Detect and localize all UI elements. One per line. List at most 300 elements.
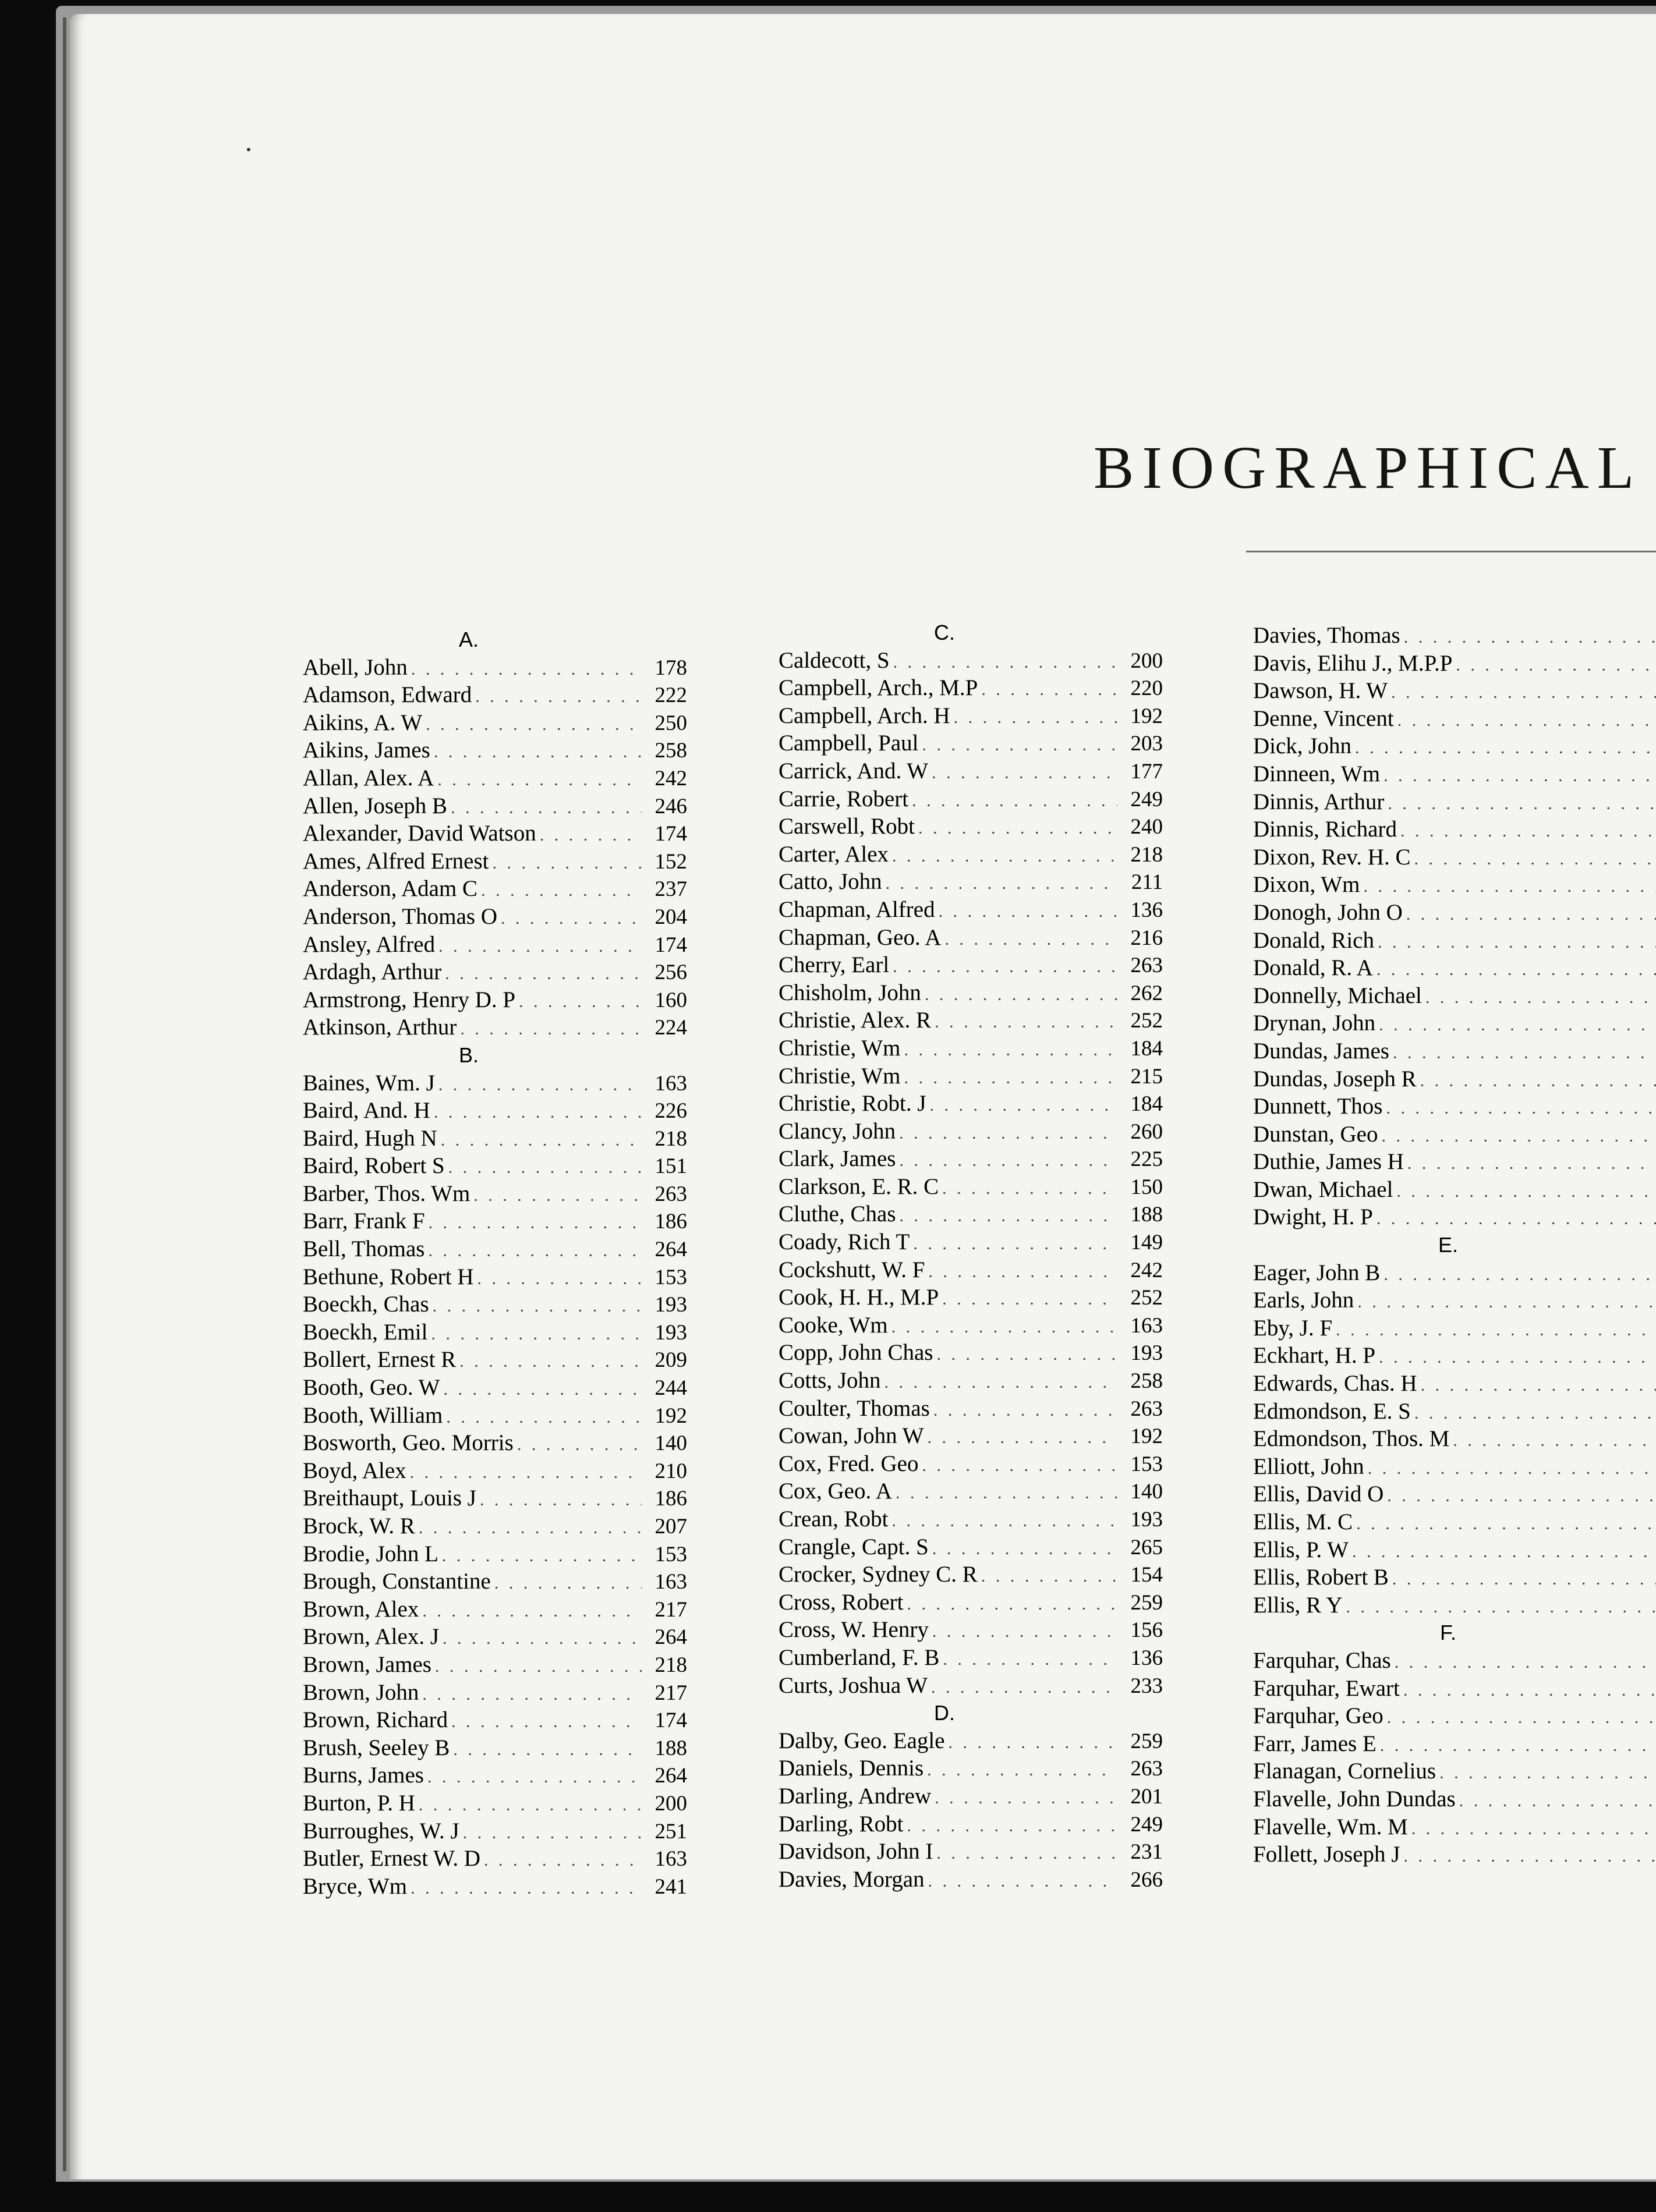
entry-name: Adamson, Edward <box>303 682 472 708</box>
section-letter: E. <box>1438 1233 1458 1257</box>
index-entry <box>303 1679 687 1707</box>
entry-name: Donnelly, Michael <box>1253 983 1422 1008</box>
dot-leader <box>1381 1122 1656 1150</box>
dot-leader <box>1421 1371 1656 1399</box>
index-entry <box>303 875 687 903</box>
entry-name: Christie, Robt. J <box>779 1091 926 1116</box>
dot-leader <box>1357 1288 1656 1316</box>
entry-page-number: 149 <box>1130 1231 1163 1255</box>
dot-leader <box>886 870 1117 898</box>
entry-name: Brough, Constantine <box>303 1569 491 1594</box>
dot-leader <box>445 960 642 988</box>
entry-name: Carswell, Robt <box>779 814 915 839</box>
index-column-3 <box>1253 622 1656 1869</box>
index-entry <box>1253 1425 1656 1453</box>
index-entry <box>303 1125 687 1153</box>
dot-leader <box>1453 1427 1656 1455</box>
dot-leader <box>1336 1316 1656 1344</box>
index-entry <box>1253 1841 1656 1869</box>
entry-name: Cluthe, Chas <box>779 1201 896 1227</box>
entry-name: Booth, Geo. W <box>303 1375 440 1401</box>
section-letter: D. <box>934 1701 955 1725</box>
index-entry <box>1253 650 1656 678</box>
entry-name: Ellis, M. C <box>1253 1509 1353 1534</box>
entry-name: Edmondson, E. S <box>1253 1398 1411 1424</box>
dot-leader <box>1404 623 1656 651</box>
dot-leader <box>925 981 1117 1009</box>
index-entry <box>303 1291 687 1318</box>
index-entry <box>779 979 1163 1007</box>
entry-name: Coulter, Thomas <box>779 1395 930 1421</box>
entry-name: Baines, Wm. J <box>303 1070 435 1096</box>
dot-leader <box>954 704 1117 732</box>
entry-page-number: 186 <box>654 1210 687 1234</box>
section-letter: A. <box>458 628 479 651</box>
index-entry <box>1253 1785 1656 1813</box>
entry-name: Farquhar, Chas <box>1253 1647 1391 1673</box>
entry-name: Eby, J. F <box>1253 1315 1333 1341</box>
index-entry <box>1253 1702 1656 1730</box>
section-letter: F. <box>1439 1621 1456 1645</box>
index-entry <box>1253 982 1656 1010</box>
entry-name: Darling, Robt <box>779 1811 904 1837</box>
index-entry <box>1253 927 1656 955</box>
section-letter: C. <box>934 621 955 644</box>
dot-leader <box>481 877 642 905</box>
index-entry <box>779 785 1163 813</box>
entry-name: Eckhart, H. P <box>1253 1343 1376 1369</box>
dot-leader <box>1406 901 1656 928</box>
dot-leader <box>1363 873 1656 901</box>
entry-page-number: 153 <box>1130 1452 1163 1476</box>
index-entry <box>779 647 1163 675</box>
entry-name: Flanagan, Cornelius <box>1253 1759 1436 1784</box>
index-entry <box>779 1339 1163 1367</box>
dot-leader <box>501 905 642 933</box>
index-entry <box>303 1097 687 1125</box>
entry-page-number: 242 <box>654 766 687 790</box>
index-entry <box>779 1533 1163 1561</box>
dot-leader <box>540 821 642 849</box>
entry-page-number: 259 <box>1130 1729 1163 1753</box>
dot-leader <box>939 898 1117 926</box>
dot-leader <box>473 1182 642 1210</box>
entry-page-number: 150 <box>1130 1175 1163 1199</box>
entry-name: Carrie, Robert <box>779 786 909 811</box>
dot-leader <box>460 1015 642 1043</box>
entry-page-number: 252 <box>1130 1286 1163 1310</box>
index-entry <box>303 1706 687 1734</box>
entry-name: Davis, Elihu J., M.P.P <box>1253 650 1453 676</box>
index-column-2 <box>779 619 1163 1893</box>
dot-leader <box>1387 1482 1656 1510</box>
entry-page-number: 209 <box>654 1348 687 1373</box>
dust-speck <box>247 148 250 151</box>
dot-leader <box>431 1320 642 1348</box>
dot-leader <box>932 1535 1117 1563</box>
entry-page-number: 231 <box>1130 1840 1163 1864</box>
index-entry <box>779 1311 1163 1339</box>
entry-page-number: 220 <box>1130 676 1163 701</box>
entry-name: Dinnis, Arthur <box>1253 789 1385 814</box>
dot-leader <box>930 1091 1117 1119</box>
dot-leader <box>1387 1704 1656 1732</box>
entry-name: Chapman, Alfred <box>779 896 935 922</box>
dot-leader <box>451 794 642 822</box>
index-entry <box>779 1505 1163 1533</box>
dot-leader <box>433 1292 642 1320</box>
index-entry <box>779 702 1163 730</box>
page-title: BIOGRAPHICAL <box>1094 434 1643 501</box>
index-entry <box>303 1346 687 1374</box>
index-entry <box>1253 1813 1656 1841</box>
dot-leader <box>1395 1649 1656 1676</box>
index-entry <box>303 1402 687 1430</box>
dot-leader <box>1400 817 1656 845</box>
entry-name: Donogh, John O <box>1253 899 1403 925</box>
dot-leader <box>437 766 642 794</box>
dot-leader <box>1380 1732 1656 1760</box>
entry-name: Carter, Alex <box>779 841 889 867</box>
dot-leader <box>1439 1759 1656 1787</box>
index-entry <box>303 903 687 931</box>
index-entry <box>303 736 687 764</box>
entry-name: Barr, Frank F <box>303 1208 425 1234</box>
dot-leader <box>884 1369 1117 1396</box>
entry-name: Brown, Richard <box>303 1707 448 1733</box>
entry-name: Anderson, Adam C <box>303 876 478 902</box>
entry-name: Chapman, Geo. A <box>779 924 942 950</box>
dot-leader <box>1383 762 1656 790</box>
dot-leader <box>1391 679 1656 707</box>
entry-name: Daniels, Dennis <box>779 1756 924 1781</box>
dot-leader <box>913 1230 1117 1258</box>
dot-leader <box>1393 1039 1656 1067</box>
index-entry <box>779 841 1163 869</box>
entry-page-number: 246 <box>654 794 687 818</box>
entry-name: Brown, John <box>303 1679 419 1705</box>
dot-leader <box>442 1542 642 1570</box>
entry-page-number: 174 <box>654 1708 687 1733</box>
entry-page-number: 210 <box>654 1459 687 1483</box>
entry-page-number: 203 <box>1130 732 1163 756</box>
entry-name: Dunstan, Geo <box>1253 1121 1378 1147</box>
index-entry <box>1253 1037 1656 1065</box>
entry-name: Cross, W. Henry <box>779 1617 929 1643</box>
entry-name: Dixon, Wm <box>1253 872 1360 898</box>
index-entry <box>303 1761 687 1789</box>
entry-page-number: 200 <box>1130 648 1163 673</box>
index-entry <box>779 813 1163 841</box>
entry-name: Christie, Alex. R <box>779 1008 932 1033</box>
entry-page-number: 215 <box>1130 1064 1163 1089</box>
entry-page-number: 263 <box>1130 1396 1163 1421</box>
index-entry <box>779 1561 1163 1589</box>
dot-leader <box>477 1265 642 1293</box>
entry-name: Edwards, Chas. H <box>1253 1371 1417 1396</box>
entry-page-number: 264 <box>654 1625 687 1650</box>
entry-name: Brodie, John L <box>303 1541 438 1566</box>
entry-name: Elliott, John <box>1253 1454 1364 1479</box>
index-entry <box>1253 1176 1656 1204</box>
entry-page-number: 154 <box>1130 1563 1163 1587</box>
entry-name: Cotts, John <box>779 1368 881 1394</box>
dot-leader <box>493 849 642 877</box>
entry-name: Booth, William <box>303 1402 443 1428</box>
dot-leader <box>936 1341 1117 1369</box>
entry-page-number: 217 <box>654 1681 687 1705</box>
entry-name: Carrick, And. W <box>779 758 929 784</box>
entry-page-number: 201 <box>1130 1784 1163 1809</box>
index-entry <box>1253 1453 1656 1481</box>
entry-name: Christie, Wm <box>779 1035 901 1061</box>
entry-page-number: 200 <box>654 1791 687 1816</box>
entry-page-number: 249 <box>1130 1812 1163 1837</box>
entry-name: Denne, Vincent <box>1253 706 1394 731</box>
dot-leader <box>419 1514 642 1542</box>
entry-page-number: 252 <box>1130 1009 1163 1033</box>
index-entry <box>1253 1009 1656 1037</box>
entry-name: Boeckh, Emil <box>303 1319 428 1345</box>
dot-leader <box>1459 1787 1656 1815</box>
entry-page-number: 156 <box>1130 1618 1163 1643</box>
index-entry <box>303 1374 687 1402</box>
index-entry <box>1253 1508 1656 1536</box>
entry-name: Brown, Alex. J <box>303 1624 439 1650</box>
dot-leader <box>428 1237 642 1265</box>
dot-leader <box>931 1674 1117 1701</box>
dot-leader <box>981 1562 1117 1590</box>
entry-name: Earls, John <box>1253 1288 1354 1313</box>
index-entry <box>779 1367 1163 1395</box>
dot-leader <box>480 1486 642 1514</box>
entry-name: Dwan, Michael <box>1253 1176 1393 1202</box>
entry-name: Dawson, H. W <box>1253 678 1388 704</box>
entry-page-number: 163 <box>654 1847 687 1871</box>
entry-page-number: 226 <box>654 1099 687 1123</box>
entry-page-number: 218 <box>1130 842 1163 867</box>
dot-leader <box>448 1154 642 1182</box>
index-entry <box>303 1484 687 1512</box>
entry-page-number: 258 <box>1130 1369 1163 1394</box>
entry-page-number: 259 <box>1130 1590 1163 1615</box>
index-entry <box>779 1145 1163 1173</box>
scan-bottom-edge <box>0 2182 1656 2212</box>
entry-page-number: 193 <box>654 1320 687 1345</box>
entry-page-number: 174 <box>654 822 687 846</box>
entry-name: Bosworth, Geo. Morris <box>303 1430 514 1456</box>
index-entry <box>779 868 1163 896</box>
dot-leader <box>928 1258 1117 1286</box>
index-entry <box>303 848 687 875</box>
entry-name: Cooke, Wm <box>779 1312 888 1338</box>
dot-leader <box>517 1431 642 1459</box>
index-entry <box>1253 1148 1656 1176</box>
entry-name: Dinneen, Wm <box>1253 761 1381 786</box>
index-entry <box>1253 1314 1656 1342</box>
dot-leader <box>943 1646 1117 1674</box>
entry-name: Aikins, A. W <box>303 710 423 735</box>
section-letter: B. <box>458 1043 479 1067</box>
entry-page-number: 241 <box>654 1874 687 1899</box>
index-entry <box>779 1810 1163 1838</box>
index-entry <box>303 1734 687 1762</box>
index-entry <box>1253 1536 1656 1564</box>
dot-leader <box>1346 1593 1656 1621</box>
entry-page-number: 140 <box>1130 1480 1163 1504</box>
entry-name: Cowan, John W <box>779 1423 924 1449</box>
index-entry <box>303 1207 687 1235</box>
dot-leader <box>899 1147 1117 1175</box>
dot-leader <box>1383 1261 1656 1289</box>
index-entry <box>303 792 687 820</box>
dot-leader <box>904 1036 1117 1064</box>
entry-page-number: 177 <box>1130 759 1163 784</box>
index-entry <box>303 1512 687 1540</box>
entry-page-number: 184 <box>1130 1036 1163 1061</box>
dot-leader <box>1403 1676 1656 1704</box>
entry-page-number: 242 <box>1130 1258 1163 1282</box>
dot-leader <box>1368 1455 1656 1483</box>
dot-leader <box>443 1625 642 1653</box>
entry-name: Cross, Robert <box>779 1589 904 1615</box>
index-entry <box>303 931 687 959</box>
dot-leader <box>1420 1067 1656 1095</box>
dot-leader <box>1456 651 1656 679</box>
entry-name: Clarkson, E. R. C <box>779 1174 939 1199</box>
dot-leader <box>918 814 1117 842</box>
dot-leader <box>1377 1205 1656 1233</box>
index-entry <box>779 1672 1163 1700</box>
dot-leader <box>944 926 1117 953</box>
entry-name: Boyd, Alex <box>303 1458 406 1483</box>
index-entry <box>1253 1480 1656 1508</box>
entry-name: Campbell, Paul <box>779 731 919 756</box>
entry-page-number: 224 <box>654 1016 687 1040</box>
entry-page-number: 250 <box>654 711 687 735</box>
dot-leader <box>928 1424 1117 1452</box>
dot-leader <box>463 1819 642 1847</box>
entry-name: Cockshutt, W. F <box>779 1257 925 1282</box>
index-entry <box>1253 1342 1656 1370</box>
dot-leader <box>427 1763 642 1791</box>
index-entry <box>1253 1591 1656 1619</box>
dot-leader <box>933 1396 1117 1424</box>
index-entry <box>303 1623 687 1651</box>
index-entry <box>779 1727 1163 1755</box>
dot-leader <box>443 1376 642 1403</box>
entry-name: Atkinson, Arthur <box>303 1015 457 1040</box>
index-entry <box>303 1651 687 1679</box>
index-entry <box>303 1568 687 1596</box>
entry-page-number: 136 <box>1130 1646 1163 1670</box>
entry-page-number: 249 <box>1130 787 1163 811</box>
entry-name: Butler, Ernest W. D <box>303 1846 480 1871</box>
entry-name: Crocker, Sydney C. R <box>779 1562 978 1587</box>
entry-name: Bell, Thomas <box>303 1236 425 1262</box>
entry-name: Chisholm, John <box>779 980 921 1005</box>
entry-page-number: 136 <box>1130 898 1163 922</box>
dot-leader <box>1396 1178 1656 1206</box>
index-entry <box>303 958 687 986</box>
dot-leader <box>928 1867 1117 1895</box>
dot-leader <box>435 1653 642 1681</box>
entry-name: Brown, James <box>303 1651 431 1677</box>
index-entry <box>303 1789 687 1817</box>
entry-name: Cook, H. H., M.P <box>779 1285 939 1310</box>
entry-name: Cox, Geo. A <box>779 1479 892 1504</box>
index-entry <box>1253 788 1656 816</box>
index-entry <box>779 1395 1163 1423</box>
index-entry <box>303 1457 687 1485</box>
entry-name: Clancy, John <box>779 1118 896 1144</box>
entry-page-number: 244 <box>654 1376 687 1401</box>
dot-leader <box>893 953 1117 981</box>
entry-page-number: 163 <box>654 1570 687 1594</box>
entry-page-number: 151 <box>654 1154 687 1179</box>
dot-leader <box>475 683 642 711</box>
entry-name: Dundas, James <box>1253 1038 1389 1064</box>
index-entry <box>1253 1564 1656 1591</box>
index-entry <box>1253 732 1656 760</box>
index-entry <box>779 1006 1163 1034</box>
index-entry <box>1253 1370 1656 1398</box>
index-entry <box>1253 843 1656 871</box>
entry-name: Anderson, Thomas O <box>303 903 497 929</box>
dot-leader <box>1352 1538 1656 1566</box>
index-entry <box>1253 1647 1656 1675</box>
entry-page-number: 258 <box>654 739 687 763</box>
index-entry <box>779 1450 1163 1478</box>
entry-name: Barber, Thos. Wm <box>303 1181 470 1206</box>
entry-page-number: 204 <box>654 905 687 929</box>
entry-name: Flavelle, John Dundas <box>1253 1786 1456 1812</box>
dot-leader <box>922 1452 1117 1480</box>
entry-name: Dixon, Rev. H. C <box>1253 844 1411 870</box>
entry-name: Dwight, H. P <box>1253 1204 1373 1230</box>
entry-name: Baird, And. H <box>303 1098 430 1123</box>
dot-leader <box>419 1791 642 1819</box>
entry-name: Burns, James <box>303 1763 424 1788</box>
index-entry <box>303 1817 687 1845</box>
dot-leader <box>411 655 642 683</box>
entry-name: Bollert, Ernest R <box>303 1347 457 1373</box>
dot-leader <box>912 787 1117 815</box>
dot-leader <box>1355 734 1656 762</box>
dot-leader <box>927 1756 1117 1784</box>
entry-name: Armstrong, Henry D. P <box>303 987 516 1012</box>
dot-leader <box>1356 1510 1656 1538</box>
index-entry <box>1253 1398 1656 1426</box>
dot-leader <box>1414 845 1656 873</box>
index-entry <box>1253 1757 1656 1785</box>
entry-name: Brock, W. R <box>303 1513 415 1539</box>
dot-leader <box>438 933 642 960</box>
entry-name: Breithaupt, Louis J <box>303 1486 476 1511</box>
dot-leader <box>932 1618 1117 1646</box>
index-entry <box>779 1200 1163 1228</box>
dot-leader <box>896 1479 1117 1507</box>
entry-name: Ellis, David O <box>1253 1481 1384 1507</box>
entry-page-number: 222 <box>654 683 687 708</box>
dot-leader <box>891 1313 1117 1341</box>
index-entry <box>1253 760 1656 788</box>
index-entry <box>1253 1121 1656 1148</box>
entry-page-number: 188 <box>654 1736 687 1760</box>
index-entry <box>779 1838 1163 1866</box>
index-entry <box>303 1235 687 1263</box>
index-entry <box>303 1845 687 1873</box>
